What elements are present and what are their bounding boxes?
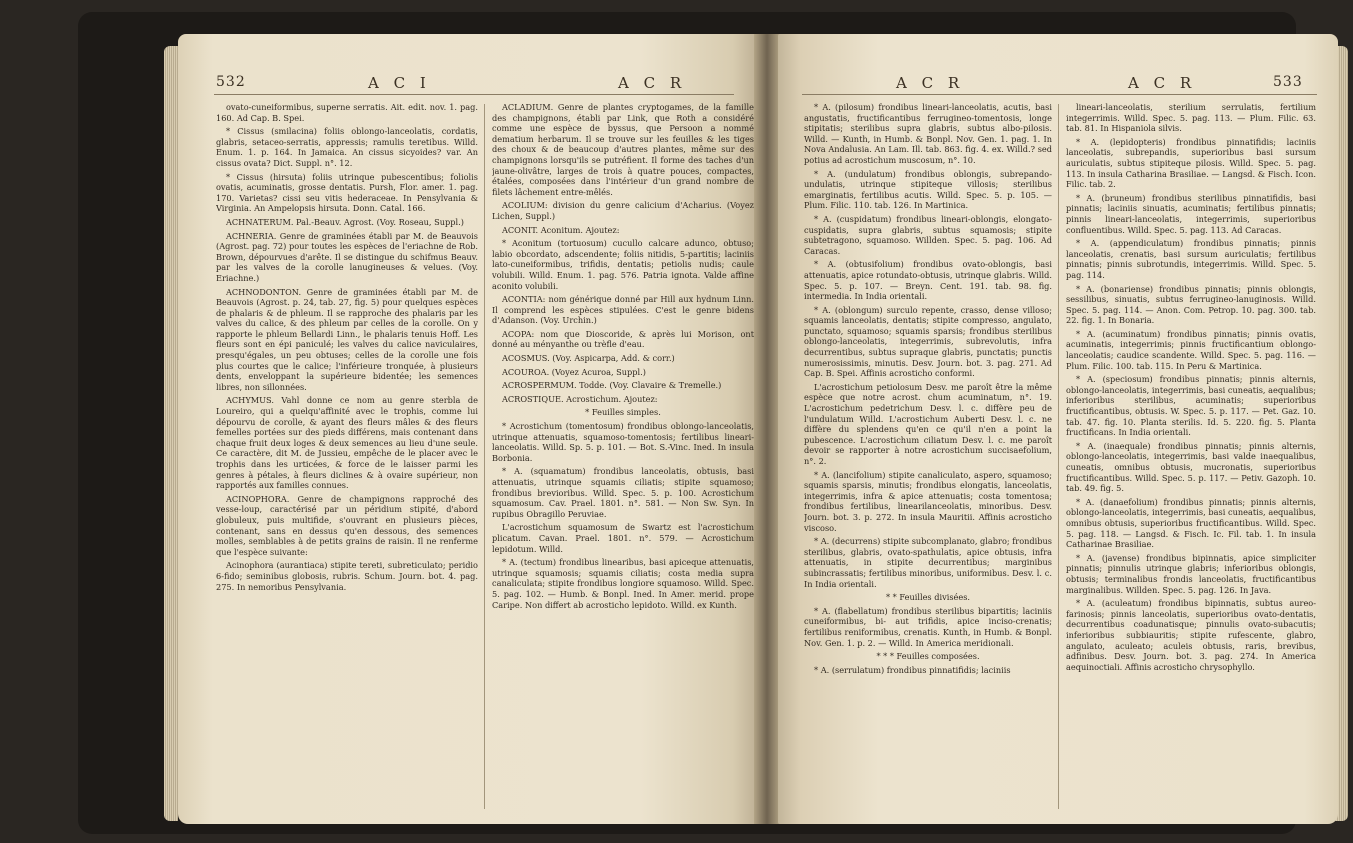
right-column-divider [1058,104,1059,809]
entry-paragraph: * A. (inaequale) frondibus pinnatis; pinnis alternis, oblongo-lanceolatis, integerrimis, basi valde inaequalibus, cuneatis, omnibus obtusis, mucronatis, superioribus fructificantibus. Willd. Spec. 5. p. 117. — Petiv. Gazoph. 10. tab. 49. fig. 5. [1066,440,1316,494]
left-column-2 [492,102,754,817]
entry-paragraph: ACINOPHORA. Genre de champignons rapproché des vesse-loup, caractérisé par un péridium stipité, d'abord globuleux, puis multifide, s'ouvrant en plusieurs pièces, contenant, sans en dessus qu'en dessous, des semences molles, semblables à de petits grains de raisin. Il ne renferme que l'espèce suivante: [216,493,478,557]
entry-paragraph: ACONIT. Aconitum. Ajoutez: [502,224,620,235]
entry-paragraph: * * * Feuilles composées. [876,651,980,662]
right-column-1 [804,102,1052,817]
entry-paragraph: * A. (lepidopteris) frondibus pinnatifidis; laciniis lanceolatis, subrepandis, superioribus basi sursum auriculatis, subtus stipiteque pilosis. Willd. Spec. 5. pag. 113. In insula Catharina Brasiliae. — Langsd. & Fisch. Icon. Filic. tab. 2. [1066,136,1316,190]
entry-paragraph: * A. (oblongum) surculo repente, crasso, dense villoso; squamis lanceolatis, dentatis; stipite compresso, angulato, punctato, squamoso; squamis sparsis; frondibus sterilibus oblongo-lanceolatis, integerrimis, subrevolutis, infra decurrentibus, subtus supraque glabris, punctatis; punctis numerosissimis, minutis. Desv. Journ. bot. 3. pag. 271. Ad Cap. B. Spei. Affinis acrosticho conformi. [804,304,1052,379]
entry-paragraph: ACROSPERMUM. Todde. (Voy. Clavaire & Tremelle.) [502,380,722,391]
entry-paragraph: * Feuilles simples. [585,407,661,418]
entry-paragraph: * A. (danaefolium) frondibus pinnatis; pinnis alternis, oblongo-lanceolatis, integerrimis, basi cuneatis, aequalibus, omnibus obtusis, superioribus fructificantibus. Willd. Spec. 5. pag. 118. — Langsd. & Fisch. Ic. Fil. tab. 1. In insula Catharinae Brasiliae. [1066,496,1316,550]
entry-paragraph: * A. (squamatum) frondibus lanceolatis, obtusis, basi attenuatis, utrinque squamis ciliatis; stipite squamoso; frondibus brevioribus. Willd. Spec. 5. p. 100. Acrostichum squamosum. Cav. Prael. 1801. n°. 581. — Non Sw. Syn. In rupibus Obragillo Peruviae. [492,466,754,519]
entry-paragraph: * A. (bonariense) frondibus pinnatis; pinnis oblongis, sessilibus, sinuatis, subtus ferrugineo-lanuginosis. Willd. Spec. 5. pag. 114. — Anon. Com. Petrop. 10. pag. 300. tab. 22. fig. 1. In Bonaria. [1066,283,1316,326]
right-column-2 [1066,102,1316,817]
entry-paragraph: * A. (speciosum) frondibus pinnatis; pinnis alternis, oblongo-lanceolatis, integerrimis, basi cuneatis, aequalibus; inferioribus sterilibus, acuminatis; superioribus fructificantibus, obtusis. W. Spec. 5. p. 117. — Pet. Gaz. 10. tab. 47. fig. 10. Planta sterilis. Id. 5. 220. fig. 5. Planta fructificans. In India orientali. [1066,374,1316,438]
book-gutter [754,34,780,824]
entry-paragraph: * A. (lancifolium) stipite canaliculato, aspero, squamoso; squamis sparsis, minutis; frondibus elongatis, lanceolatis, integerrimis, infra & apice attenuatis; costa tomentosa; frondibus fertilibus, linearilanceolatis, minoribus. Desv. Journ. bot. 3. p. 272. In insula Mauritii. Affinis acrosticho viscoso. [804,469,1052,533]
book-spread [78,12,1316,834]
entry-paragraph: ACLADIUM. Genre de plantes cryptogames, de la famille des champignons, établi par Link, que Roth a considéré comme une espèce de byssus, que Persoon a nommé dematium herbarum. Il se trouve sur les feuilles & les tiges des choux & de beaucoup d'autres plantes, même sur des champignons lorsqu'ils se putréfient. Il forme des taches d'un jaune-olivâtre, larges de trois à quatre pouces, compactes, étalées, composées dans l'intérieur d'un grand nombre de filets lâchement entre-mêlés. [492,102,754,197]
right-running-head-right: A C R [1128,74,1197,92]
entry-paragraph: * A. (tectum) frondibus linearibus, basi apiceque attenuatis, utrinque squamosis; squamis ciliatis; costa media supra canaliculata; stipite frondibus longiore squamoso. Willd. Spec. 5. pag. 102. — Humb. & Bonpl. Ined. In Amer. merid. prope Caripe. Non differt ab acrosticho lepidoto. Willd. ex Kunth. [492,557,754,610]
entry-paragraph: * A. (undulatum) frondibus oblongis, subrepando-undulatis, utrinque stipiteque villosis; sterilibus emarginatis, fertilibus acutis. Willd. Spec. 5. p. 105. — Plum. Filic. 110. tab. 126. In Martinica. [804,168,1052,211]
entry-paragraph: * A. (pilosum) frondibus lineari-lanceolatis, acutis, basi angustatis, fructificantibus ferrugineo-tomentosis, longe stipitatis; sterilibus supra glabris, subtus albo-pilosis. Willd. — Kunth, in Humb. & Bonpl. Nov. Gen. 1. pag. 1. In Nova Andalusia. An Lam. Ill. tab. 863. fig. 4. ex. Willd.? sed potius ad acrostichum muscosum, n°. 10. [804,102,1052,165]
entry-paragraph: ACONTIA: nom générique donné par Hill aux hydnum Linn. Il comprend les espèces stipulées. C'est le genre bidens d'Adanson. (Voy. Urchin.) [492,294,754,326]
entry-paragraph: ACOPA: nom que Dioscoride, & après lui Morison, ont donné au ményanthe ou trèfle d'eau. [492,328,754,350]
left-running-head-right: A C R [618,74,687,92]
left-page-number: 532 [216,74,246,90]
entry-paragraph: * Cissus (hirsuta) foliis utrinque pubescentibus; foliolis ovatis, acuminatis, grosse dentatis. Pursh, Flor. amer. 1. pag. 170. Varietas? cissi seu vitis hederaceae. In Pensylvania & Virginia. An Ampelopsis hirsuta. Donn. Catal. 166. [216,171,478,214]
entry-paragraph: * A. (decurrens) stipite subcomplanato, glabro; frondibus sterilibus, glabris, ovato-spathulatis, apice obtusis, infra attenuatis, in stipite decurrentibus; marginibus subincrassatis; fertilibus minoribus, uniformibus. Desv. l. c. In India orientali. [804,536,1052,589]
entry-paragraph: ACOUROA. (Voyez Acuroa, Suppl.) [502,366,646,377]
left-page [178,34,756,824]
entry-paragraph: ACROSTIQUE. Acrostichum. Ajoutez: [502,393,658,404]
right-running-head-left: A C R [896,74,965,92]
entry-paragraph: * Acrostichum (tomentosum) frondibus oblongo-lanceolatis, utrinque attenuatis, squamoso-tomentosis; fertilibus lineari-lanceolatis. Willd. Sp. 5. p. 101. — Bot. S.-Vinc. Ined. In insula Borbonia. [492,421,754,463]
entry-paragraph: * A. (cuspidatum) frondibus lineari-oblongis, elongato-cuspidatis, supra glabris, subtus squamosis; stipite subtetragono, squamoso. Willden. Spec. 5. pag. 106. Ad Caracas. [804,213,1052,256]
entry-paragraph: * A. (appendiculatum) frondibus pinnatis; pinnis lanceolatis, crenatis, basi sursum auriculatis; fertilibus pinnatis; pinnis subrotundis, integerrimis. Willd. Spec. 5. pag. 114. [1066,238,1316,280]
page-edges-left [164,46,178,821]
entry-paragraph: ACHNATERUM. Pal.-Beauv. Agrost. (Voy. Roseau, Suppl.) [226,216,464,227]
left-header-rule [214,94,734,95]
entry-paragraph: * A. (obtusifolium) frondibus ovato-oblongis, basi attenuatis, apice rotundato-obtusis, utrinque glabris. Willd. Spec. 5. p. 107. — Breyn. Cent. 191. tab. 98. fig. intermedia. In India orientali. [804,259,1052,302]
entry-paragraph: ACHNODONTON. Genre de graminées établi par M. de Beauvois (Agrost. p. 24, tab. 27, fig. 5) pour quelques espèces de phalaris & de phleum. Il se rapproche des phalaris par les valves du calice, & des phleum par celles de la corolle. On y rapporte le phleum Bellardi Linn., le phalaris tenuis Hoff. Les fleurs sont en épi paniculé; les valves du calice naviculaires, presqu'égales, un peu obtuses; celles de la corolle une fois plus courtes que le calice; l'inférieure tronquée, à plusieurs dents, enveloppant la supérieure bidentée; les semences libres, non sillonnées. [216,286,478,392]
left-column-divider [484,104,485,809]
entry-paragraph: ACOSMUS. (Voy. Aspicarpa, Add. & corr.) [502,353,675,364]
entry-paragraph: L'acrostichum squamosum de Swartz est l'acrostichum plicatum. Cavan. Prael. 1801. n°. 579. — Acrostichum lepidotum. Willd. [492,522,754,554]
entry-paragraph: ACHNERIA. Genre de graminées établi par M. de Beauvois (Agrost. pag. 72) pour toutes les espèces de l'eriachne de Rob. Brown, dépourvues d'arête. Il se distingue du schifmus Beauv. par les valves de la corolle lanugineuses & velues. (Voy. Eriachne.) [216,230,478,283]
entry-paragraph: ovato-cuneiformibus, superne serratis. Ait. edit. nov. 1. pag. 160. Ad Cap. B. Spei. [216,102,478,123]
left-running-head-left: A C I [368,74,431,92]
entry-paragraph: lineari-lanceolatis, sterilium serrulatis, fertilium integerrimis. Willd. Spec. 5. pag. 113. — Plum. Filic. 63. tab. 81. In Hispaniola silvis. [1066,102,1316,134]
entry-paragraph: * A. (javense) frondibus bipinnatis, apice simpliciter pinnatis; pinnulis utrinque glabris; inferioribus oblongis, obtusis; terminalibus frondis lanceolatis, fructificantibus marginalibus. Willden. Spec. 5. pag. 126. In Java. [1066,552,1316,595]
entry-paragraph: * A. (flabellatum) frondibus sterilibus bipartitis; laciniis cuneiformibus, bi- aut trifidis, apice inciso-crenatis; fertilibus reniformibus, crenatis. Kunth, in Humb. & Bonpl. Nov. Gen. 1. p. 2. — Willd. In America meridionali. [804,605,1052,648]
entry-paragraph: * A. (acuminatum) frondibus pinnatis; pinnis ovatis, acuminatis, integerrimis; pinnis fructificantium oblongo-lanceolatis; caudice scandente. Willd. Spec. 5. pag. 116. — Plum. Filic. 100. tab. 115. In Peru & Martinica. [1066,328,1316,371]
entry-paragraph: * A. (serrulatum) frondibus pinnatifidis; laciniis [814,664,1011,675]
right-header-rule [802,94,1317,95]
entry-paragraph: Acinophora (aurantiaca) stipite tereti, subreticulato; peridio 6-fido; seminibus globosis, rubris. Schum. Journ. bot. 4. pag. 275. In nemoribus Pensylvania. [216,560,478,592]
left-column-1 [216,102,478,817]
entry-paragraph: * * Feuilles divisées. [885,592,971,603]
entry-paragraph: L'acrostichum petiolosum Desv. me paroît être la même espèce que notre acrost. chum acuminatum, n°. 19. L'acrostichum pedetrichum Desv. l. c. diffère peu de l'undulatum Willd. L'acrostichum Auberti Desv. l. c. ne diffère du splendens qu'en ce qu'il n'en a point la pubescence. L'acrostichum ciliatum Desv. l. c. me paroît devoir se rapporter à notre acrostichum succisaefolium, n°. 2. [804,381,1052,466]
right-page [778,34,1338,824]
entry-paragraph: * A. (aculeatum) frondibus bipinnatis, subtus aureo-farinosis; pinnis lanceolatis, superioribus ovato-dentatis, decurrentibus coadunatisque; pinnulis ovato-subacutis; inferioribus subbiauritis; stipite rufescente, glabro, angulato, aculeato; aculeis obtusis, raris, brevibus, adfinibus. Desv. Journ. bot. 3. pag. 274. In America aequinoctiali. Affinis acrosticho chrysophyllo. [1066,598,1316,672]
entry-paragraph: ACOLIUM: division du genre calicium d'Acharius. (Voyez Lichen, Suppl.) [492,200,754,221]
right-page-number: 533 [1273,74,1303,90]
entry-paragraph: * Aconitum (tortuosum) cucullo calcare adunco, obtuso; labio obcordato, adscendente; foliis nitidis, 5-partitis; laciniis lato-cuneiformibus, trifidis, dentatis; petiolis nudis; caule volubili. Willd. Enum. 1. pag. 576. Patria ignota. Valde affine aconito volubili. [492,238,754,291]
entry-paragraph: ACHYMUS. Vahl donne ce nom au genre sterbla de Loureiro, qui a quelqu'affinité avec le trophis, comme lui dépourvu de corolle, & ayant des fleurs mâles & des fleurs femelles portées sur des pieds différens, mais contenant dans chaque fruit deux loges & deux semences au lieu d'une seule. Ce caractère, dit M. de Jussieu, empêche de le placer avec le trophis dans les urticées, & force de le laisser parmi les genres à pétales, à fleurs diclines & à ovaire supérieur, non rapportés aux familles connues. [216,395,478,491]
entry-paragraph: * Cissus (smilacina) foliis oblongo-lanceolatis, cordatis, glabris, setaceo-serratis, appressis; ramulis teretibus. Willd. Enum. 1. p. 164. In Jamaica. An cissus sicyoides? var. An cissus ovata? Dict. Suppl. n°. 12. [216,126,478,168]
entry-paragraph: * A. (bruneum) frondibus sterilibus pinnatifidis, basi pinnatis; laciniis sinuatis, acuminatis; fertilibus pinnatis; pinnis lineari-lanceolatis, integerrimis, superioribus confluentibus. Willd. Spec. 5. pag. 113. Ad Caracas. [1066,192,1316,235]
